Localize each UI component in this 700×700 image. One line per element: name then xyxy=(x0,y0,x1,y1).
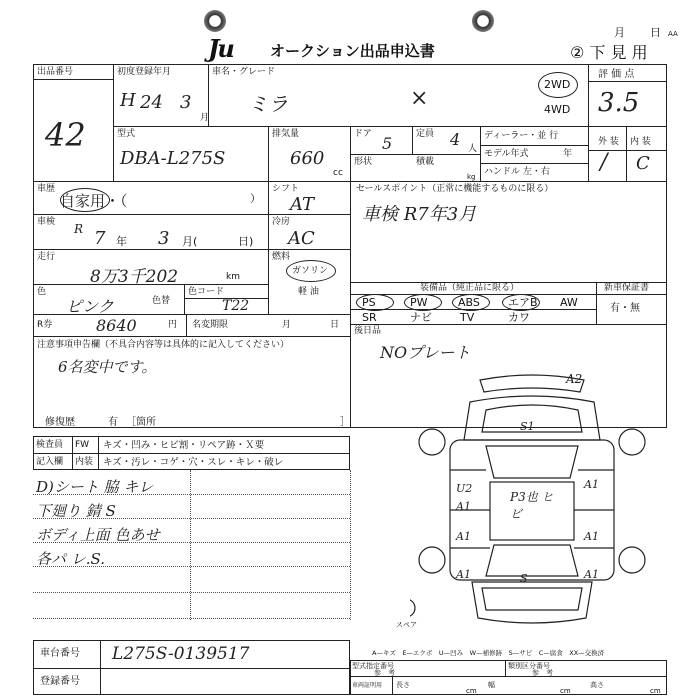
inspector-note: D)シート 脇 キレ xyxy=(36,478,154,496)
punch-hole xyxy=(204,10,226,32)
expiry-month-unit: 月 xyxy=(282,320,292,330)
load-label: 積載 xyxy=(416,157,435,167)
chassis-label: 車台番号 xyxy=(40,648,80,659)
color-code-label: 色コード xyxy=(188,287,225,297)
history-close: ） xyxy=(250,192,261,205)
dmg-s1: S1 xyxy=(520,420,535,433)
r-ticket-unit: 円 xyxy=(168,320,178,330)
equip-item: TV xyxy=(460,311,475,324)
equip-circle xyxy=(356,294,394,311)
history-value: 自家用・（ xyxy=(60,192,128,210)
warranty-value: 有・無 xyxy=(610,303,640,314)
interior-row-label: 内装 xyxy=(75,457,94,467)
height-label: 高さ xyxy=(590,681,604,689)
day-label: 日 xyxy=(650,26,661,39)
doors-label: ドア xyxy=(354,129,372,139)
displacement-label: 排気量 xyxy=(272,129,300,139)
type-label: 型式 xyxy=(117,129,136,139)
drive-2wd: 2WD xyxy=(544,78,571,91)
damage-legend: A—キズ E—エクボ U—凹み W—補修跡 S—サビ C—腐食 XX—交換済 xyxy=(372,649,605,657)
color-value: ピンク xyxy=(66,297,114,316)
dmg-center: P3也 ヒビ xyxy=(510,490,554,521)
aa-label: AA xyxy=(668,30,678,38)
fw-items: キズ・凹み・ヒビ割・リペア跡・Ｘ要 xyxy=(103,440,265,451)
fuel-gasoline: ガソリン xyxy=(292,266,329,276)
history-circle xyxy=(60,188,110,212)
equip-item: SR xyxy=(362,311,377,324)
length-unit: cm xyxy=(466,687,477,695)
expiry-label: 名変期限 xyxy=(192,320,229,330)
repair-label: 修復歴 xyxy=(45,417,75,428)
equip-item: ナビ xyxy=(410,311,432,324)
shift-label: シフト xyxy=(272,184,300,194)
displacement-unit: cc xyxy=(333,168,343,178)
equip-item: PS xyxy=(362,296,376,309)
copy-label: ② 下 見 用 xyxy=(570,43,648,62)
equip-item: エアB xyxy=(508,296,538,309)
load-unit: kg xyxy=(467,173,476,181)
interior-value: C xyxy=(636,153,650,174)
equip-circle xyxy=(404,294,442,311)
dmg-a1-left-3: A1 xyxy=(456,568,471,581)
equip-label: 装備品（純正品に限る） xyxy=(420,283,520,293)
height-unit: cm xyxy=(650,687,661,695)
grade: × xyxy=(410,86,429,111)
entry-label: 記入欄 xyxy=(36,457,64,467)
equip-item: カワ xyxy=(508,311,530,324)
steering-label: ハンドル 左・右 xyxy=(484,167,550,177)
spare-label: スペア xyxy=(396,621,417,629)
inspection-year-unit: 年 xyxy=(116,235,127,248)
mileage-label: 走行 xyxy=(37,252,56,262)
capacity-unit: 人 xyxy=(468,144,478,154)
interior-label: 内 装 xyxy=(630,137,651,147)
dmg-s-rear: S xyxy=(520,572,528,585)
shape-label: 形状 xyxy=(354,157,373,167)
fuel-label: 燃料 xyxy=(272,252,291,262)
mileage-unit: km xyxy=(226,272,240,282)
equip-item: PW xyxy=(410,296,428,309)
interior-items: キズ・汚レ・コゲ・穴・スレ・キレ・破レ xyxy=(103,457,284,468)
selling-value: 車検 R7年3月 xyxy=(362,204,477,225)
repair-have: 有 xyxy=(108,417,118,428)
type-code: DBA-L275S xyxy=(120,148,226,169)
expiry-day-unit: 日 xyxy=(330,320,340,330)
ref-label-2: 参 考 xyxy=(532,669,553,677)
inspector-note: 各パ レ.S. xyxy=(36,550,106,568)
lot-number: 42 xyxy=(45,116,86,154)
history-label: 車歴 xyxy=(37,184,56,194)
ac-label: 冷房 xyxy=(272,217,291,227)
exterior-value: / xyxy=(600,150,608,175)
drive-4wd: 4WD xyxy=(544,103,571,116)
lot-label: 出品番号 xyxy=(37,67,74,77)
doors-value: 5 xyxy=(382,134,393,153)
width-unit: cm xyxy=(560,687,571,695)
dmg-a1-right-3: A1 xyxy=(584,568,599,581)
type-designation-label: 型式指定番号 xyxy=(352,662,394,670)
capacity-label: 定員 xyxy=(416,129,435,139)
equip-circle xyxy=(502,294,540,311)
color-code-value: T22 xyxy=(222,298,250,314)
repair-close: ］ xyxy=(340,417,350,428)
form-title: オークション出品申込書 xyxy=(270,42,435,60)
displacement-value: 660 xyxy=(290,148,325,169)
dmg-a1-right-1: A1 xyxy=(584,478,599,491)
dmg-u2: U2 xyxy=(456,482,473,495)
ju-logo: Ju xyxy=(208,34,233,63)
notes-label: 注意事項申告欄（不具合内容等は具体的に記入してください） xyxy=(37,340,290,350)
dmg-a1-right-2: A1 xyxy=(584,530,599,543)
ac-value: AC xyxy=(288,228,315,249)
notes-value: 6名変中です。 xyxy=(58,358,157,376)
score-value: 3.5 xyxy=(598,88,640,118)
dealer-label: ディーラー・並 行 xyxy=(484,131,559,141)
inspector-note: 下廻り 錆 S xyxy=(36,502,116,520)
model-name: ミラ xyxy=(248,92,288,116)
width-label: 幅 xyxy=(488,681,495,689)
length-label: 長さ xyxy=(396,681,410,689)
reg-label: 初度登録年月 xyxy=(117,67,172,77)
ref-label-1: 参 考 xyxy=(374,669,395,677)
inspection-label: 車検 xyxy=(37,217,56,227)
checker-label: 検査員 xyxy=(36,440,64,450)
equip-item: AW xyxy=(560,296,578,309)
equip-circle xyxy=(452,294,490,311)
rear-label: 後日品 xyxy=(354,326,382,336)
chassis-number: L275S-0139517 xyxy=(112,644,250,664)
exterior-label: 外 装 xyxy=(598,137,619,147)
reg-month: 3 xyxy=(180,92,192,113)
equip-item: ABS xyxy=(458,296,480,309)
model-label: 車名・グレード xyxy=(212,67,276,77)
color-label: 色 xyxy=(37,287,47,297)
dmg-a1-left-1: A1 xyxy=(456,500,471,513)
fuel-diesel: 軽 油 xyxy=(298,287,319,297)
model-year-label: モデル年式 xyxy=(484,149,529,159)
reg-no-label: 登録番号 xyxy=(40,676,80,687)
inspector-note: ボディ上面 色あせ xyxy=(36,526,160,544)
cert-label: 車両証明用 xyxy=(352,682,383,689)
r-ticket-value: 8640 xyxy=(96,316,137,335)
inspection-era: R xyxy=(74,222,84,236)
dmg-a2: A2 xyxy=(566,372,583,386)
rear-value: NOプレート xyxy=(380,343,471,362)
reg-month-unit: 月 xyxy=(200,113,210,123)
month-label: 月 xyxy=(614,26,625,39)
reg-era: H xyxy=(120,90,136,111)
selling-label: セールスポイント（正常に機能するものに限る） xyxy=(356,184,554,194)
color-change-label: 色替 xyxy=(152,296,171,306)
dmg-a1-left-2: A1 xyxy=(456,530,471,543)
inspection-month: 3 xyxy=(158,228,170,249)
capacity-value: 4 xyxy=(450,130,461,149)
inspection-year: 7 xyxy=(94,228,106,249)
reg-year: 24 xyxy=(140,92,163,113)
mileage-value: 8万3千202 xyxy=(90,267,179,287)
score-label: 評 価 点 xyxy=(598,69,635,80)
model-year-unit: 年 xyxy=(563,149,573,159)
warranty-label: 新車保証書 xyxy=(604,283,650,293)
repair-place: ［箇所 xyxy=(126,417,156,428)
fw-label: FW xyxy=(75,440,90,450)
inspection-day-unit: 日) xyxy=(238,235,254,248)
category-label: 類別区分番号 xyxy=(508,662,550,670)
punch-hole xyxy=(472,10,494,32)
shift-value: AT xyxy=(290,194,315,215)
inspection-month-unit: 月( xyxy=(182,235,198,248)
r-ticket-label: R券 xyxy=(37,320,53,330)
